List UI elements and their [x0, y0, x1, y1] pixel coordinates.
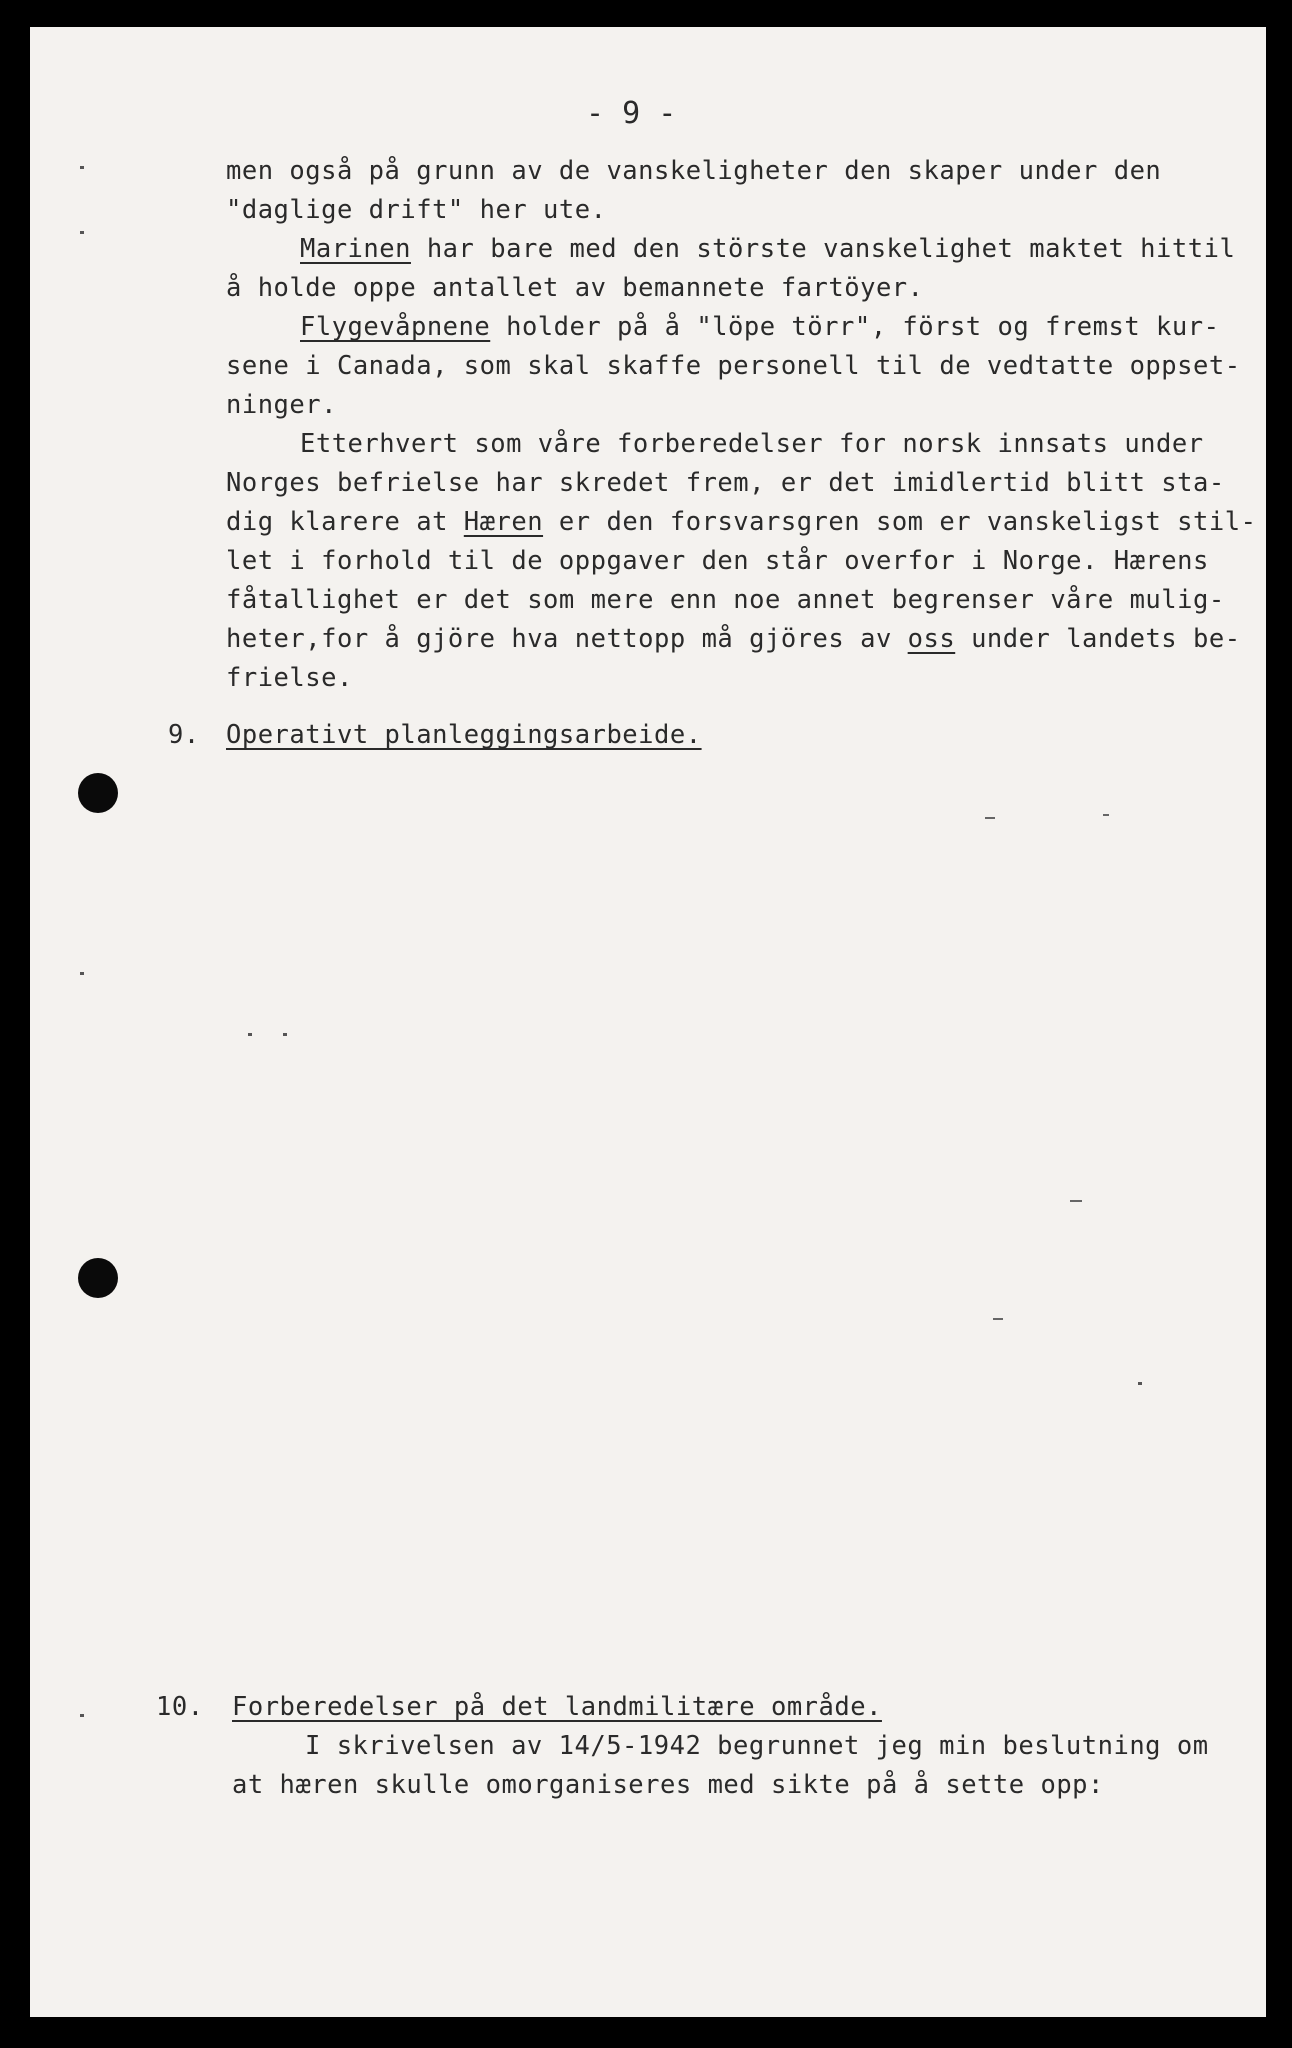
section-number: 10. [156, 1692, 204, 1722]
underlined-word: Hæren [463, 507, 544, 537]
speck [985, 817, 995, 819]
speck [248, 1033, 252, 1036]
text-line: Norges befrielse har skredet frem, er det imidlertid blitt sta- [226, 468, 1225, 498]
section-number: 9. [168, 720, 200, 750]
page-number: - 9 - [586, 96, 677, 131]
section-title: Operativt planleggingsarbeide. [226, 720, 702, 750]
text-line: Etterhvert som våre forberedelser for norsk innsats under [300, 429, 1204, 459]
text-line: let i forhold til de oppgaver den står overfor i Norge. Hærens [226, 546, 1209, 576]
speck [80, 972, 84, 975]
punch-hole [78, 1258, 118, 1298]
speck [80, 231, 84, 234]
text-line: Flygevåpnene holder på å "löpe törr", först og fremst kur- [300, 312, 1220, 342]
text-line: at hæren skulle omorganiseres med sikte på å sette opp: [232, 1770, 1104, 1800]
speck [993, 1318, 1003, 1320]
underlined-word: Flygevåpnene [300, 312, 491, 342]
speck [1138, 1382, 1142, 1385]
text-line: sene i Canada, som skal skaffe personell til de vedtatte oppset- [226, 351, 1241, 381]
text-line: men også på grunn av de vanskeligheter den skaper under den [226, 156, 1162, 186]
speck [80, 1714, 84, 1717]
text-line: heter,for å gjöre hva nettopp må gjöres av oss under landets be- [226, 624, 1241, 654]
speck [1070, 1200, 1082, 1202]
text-line: ninger. [226, 390, 337, 420]
speck [80, 166, 84, 169]
underlined-word: oss [907, 624, 956, 654]
punch-hole [78, 773, 118, 813]
underlined-word: Marinen [300, 234, 411, 264]
text-line: I skrivelsen av 14/5-1942 begrunnet jeg min beslutning om [305, 1731, 1209, 1761]
text-line: "daglige drift" her ute. [226, 195, 607, 225]
section-title: Forberedelser på det landmilitære område. [232, 1692, 882, 1722]
text-line: dig klarere at Hæren er den forsvarsgren som er vanskeligst stil- [226, 507, 1257, 537]
text-line: Marinen har bare med den störste vanskelighet maktet hittil [300, 234, 1236, 264]
text-line: å holde oppe antallet av bemannete fartöyer. [226, 273, 924, 303]
speck [283, 1033, 287, 1036]
text-line: frielse. [226, 663, 353, 693]
speck [1103, 814, 1109, 816]
text-line: fåtallighet er det som mere enn noe annet begrenser våre mulig- [226, 585, 1225, 615]
